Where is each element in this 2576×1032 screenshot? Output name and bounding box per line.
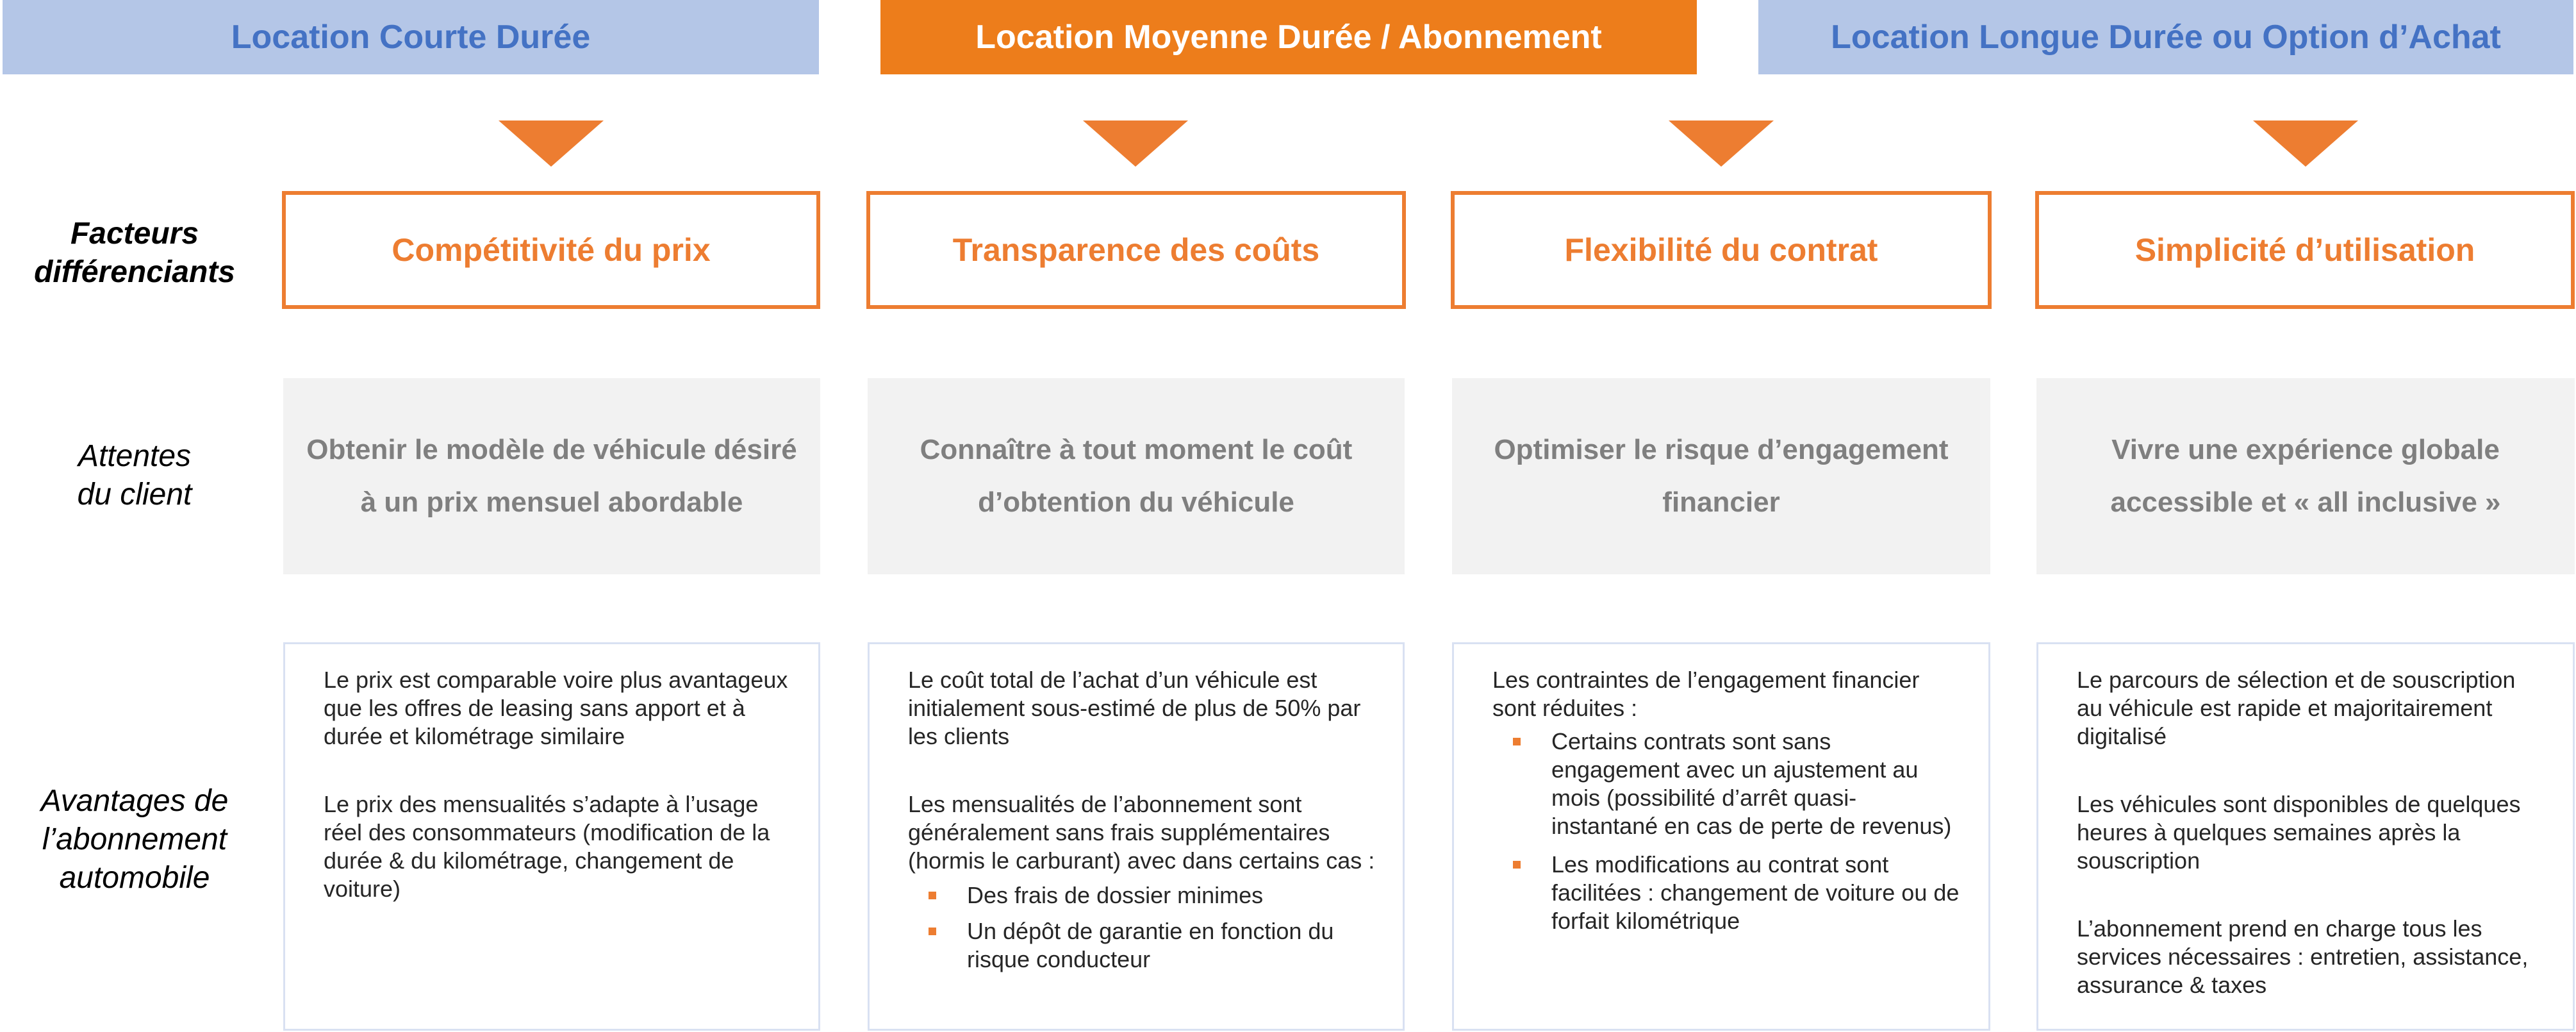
expectation-box: Connaître à tout moment le coût d’obtention du véhicule [868, 378, 1405, 574]
expectation-box: Optimiser le risque d’engagement financier [1452, 378, 1990, 574]
row-label-expectations: Attentes du client [77, 439, 192, 512]
advantages-box-flexibility [1452, 642, 1990, 1031]
advantage-text: Le prix est comparable voire plus avantageux que les offres de leasing sans apport et à durée et kilométrage similaire [324, 667, 788, 749]
advantage-text: Le coût total de l’achat d’un véhicule est initialement sous-estimé de plus de 50% par les clients [908, 667, 1361, 749]
row-label-advantages: Avantages de l’abonnement automobile [40, 784, 229, 895]
arrow-down-icon [1083, 121, 1188, 167]
arrow-down-icon [499, 121, 604, 167]
bullet-square-icon [929, 892, 936, 899]
advantage-text: Les contraintes de l’engagement financier sont réduites : [1492, 667, 1920, 721]
advantage-text: L’abonnement prend en charge tous les services nécessaires : entretien, assistance, assurance & taxes [2077, 915, 2529, 998]
factor-price-competitiveness: Compétitivité du prix [282, 191, 820, 309]
factor-contract-flexibility: Flexibilité du contrat [1451, 191, 1992, 309]
arrow-down-icon [1669, 121, 1774, 167]
bullet-text: Certains contrats sont sans engagement avec un ajustement au mois (possibilité d’arrêt quasi-instantané en cas de perte de revenus) [1551, 728, 1952, 839]
bullet-square-icon [1513, 738, 1521, 745]
factor-cost-transparency: Transparence des coûts [866, 191, 1406, 309]
list-item [908, 881, 1377, 910]
header-mid-term: Location Moyenne Durée / Abonnement [880, 0, 1697, 74]
advantage-text: Le prix des mensualités s’adapte à l’usage réel des consommateurs (modification de la durée & du kilométrage, changement de voiture) [324, 791, 770, 902]
factor-ease-of-use: Simplicité d’utilisation [2035, 191, 2575, 309]
list-item [1492, 851, 1963, 935]
bullet-text: Des frais de dossier minimes [967, 882, 1264, 908]
expectation-box: Vivre une expérience globale accessible et « all inclusive » [2036, 378, 2575, 574]
expectation-box: Obtenir le modèle de véhicule désiré à un prix mensuel abordable [283, 378, 820, 574]
bullet-square-icon [1513, 861, 1521, 869]
advantage-bullet-list [908, 881, 1377, 974]
row-label-factors: Facteurs différenciants [34, 217, 235, 289]
advantage-text: Les mensualités de l’abonnement sont généralement sans frais supplémentaires (hormis le carburant) avec dans certains cas : [908, 791, 1375, 874]
advantages-box-transparency [868, 642, 1405, 1031]
arrow-down-icon [2253, 121, 2358, 167]
advantages-box-simplicity [2036, 642, 2575, 1031]
advantage-text: Le parcours de sélection et de souscription au véhicule est rapide et majoritairement digitalisé [2077, 667, 2516, 749]
advantage-bullet-list [1492, 728, 1963, 935]
list-item [908, 917, 1377, 974]
header-short-term: Location Courte Durée [3, 0, 819, 74]
bullet-text: Un dépôt de garantie en fonction du risque conducteur [967, 918, 1334, 972]
advantages-box-price [283, 642, 820, 1031]
bullet-text: Les modifications au contrat sont facilitées : changement de voiture ou de forfait kilométrique [1551, 851, 1960, 934]
header-long-term: Location Longue Durée ou Option d’Achat [1758, 0, 2573, 74]
list-item [1492, 728, 1963, 840]
bullet-square-icon [929, 928, 936, 935]
advantage-text: Les véhicules sont disponibles de quelques heures à quelques semaines après la souscription [2077, 791, 2521, 874]
